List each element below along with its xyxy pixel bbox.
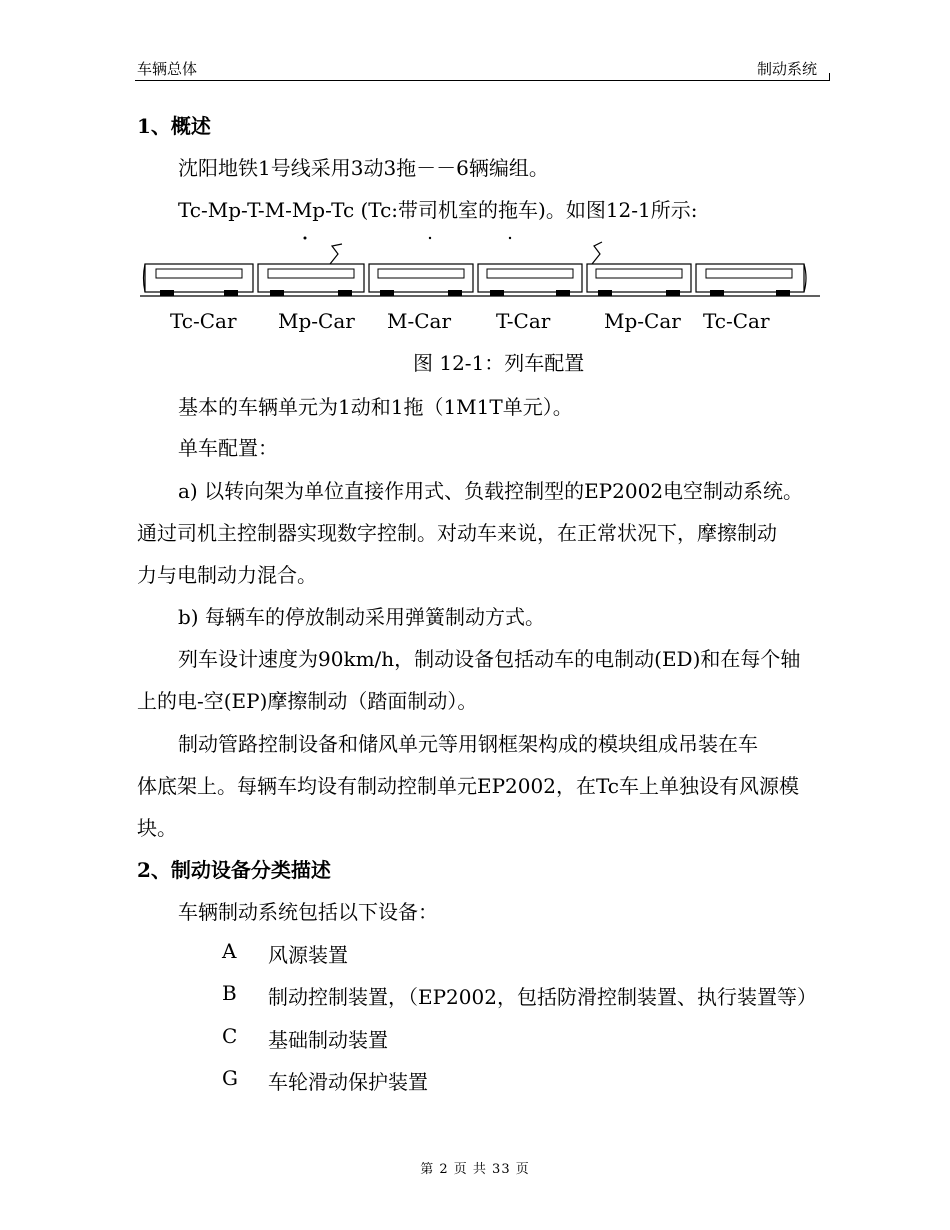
paragraph-equipment-intro: 车辆制动系统包括以下设备：: [178, 900, 438, 924]
paragraph-b: b) 每辆车的停放制动采用弹簧制动方式。: [178, 605, 545, 629]
paragraph-speed-line1: 列车设计速度为90km/h，制动设备包括动车的电制动(ED)和在每个轴: [178, 647, 801, 671]
header-rule: [135, 80, 829, 81]
car-label-4: T-Car: [496, 309, 551, 333]
paragraph-module-line2: 体底架上。每辆车均设有制动控制单元EP2002，在Tc车上单独设有风源模: [137, 774, 799, 798]
item-text-c: 基础制动装置: [268, 1028, 388, 1052]
paragraph-formation: 沈阳地铁1号线采用3动3拖－－6辆编组。: [178, 156, 549, 180]
paragraph-composition: Tc-Mp-T-M-Mp-Tc (Tc:带司机室的拖车)。如图12-1所示:: [178, 198, 698, 222]
paragraph-speed-line2: 上的电-空(EP)摩擦制动（踏面制动）。: [137, 689, 478, 713]
car-label-5: Mp-Car: [604, 309, 681, 333]
paragraph-module-line1: 制动管路控制设备和储风单元等用钢框架构成的模块组成吊装在车: [178, 732, 758, 756]
paragraph-single-car-config: 单车配置：: [178, 436, 278, 460]
item-letter-b: B: [222, 981, 237, 1005]
car-label-2: Mp-Car: [278, 309, 355, 333]
item-letter-g: G: [222, 1066, 238, 1090]
item-text-a: 风源装置: [268, 943, 348, 967]
car-label-1: Tc-Car: [170, 309, 237, 333]
header-right: 制动系统: [757, 60, 818, 78]
car-label-6: Tc-Car: [703, 309, 770, 333]
header-rule-tick: [829, 73, 830, 81]
item-letter-a: A: [222, 939, 237, 963]
figure-caption: 图 12-1：列车配置: [413, 351, 585, 375]
section-2-heading: 2、制动设备分类描述: [137, 858, 331, 882]
item-text-b: 制动控制装置，（EP2002，包括防滑控制装置、执行装置等）: [268, 985, 817, 1009]
header-left: 车辆总体: [137, 60, 198, 78]
item-letter-c: C: [222, 1024, 238, 1048]
car-label-3: M-Car: [387, 309, 452, 333]
section-1-heading: 1、概述: [137, 114, 211, 138]
paragraph-basic-unit: 基本的车辆单元为1动和1拖（1M1T单元）。: [178, 395, 573, 419]
paragraph-module-line3: 块。: [137, 816, 177, 840]
item-text-g: 车轮滑动保护装置: [268, 1070, 428, 1094]
paragraph-a-line3: 力与电制动力混合。: [137, 563, 317, 587]
page-footer: 第 2 页 共 33 页: [420, 1162, 530, 1177]
train-diagram: [140, 232, 820, 302]
paragraph-a-line2: 通过司机主控制器实现数字控制。对动车来说，在正常状况下，摩擦制动: [137, 521, 777, 545]
paragraph-a-line1: a) 以转向架为单位直接作用式、负载控制型的EP2002电空制动系统。: [178, 479, 804, 503]
